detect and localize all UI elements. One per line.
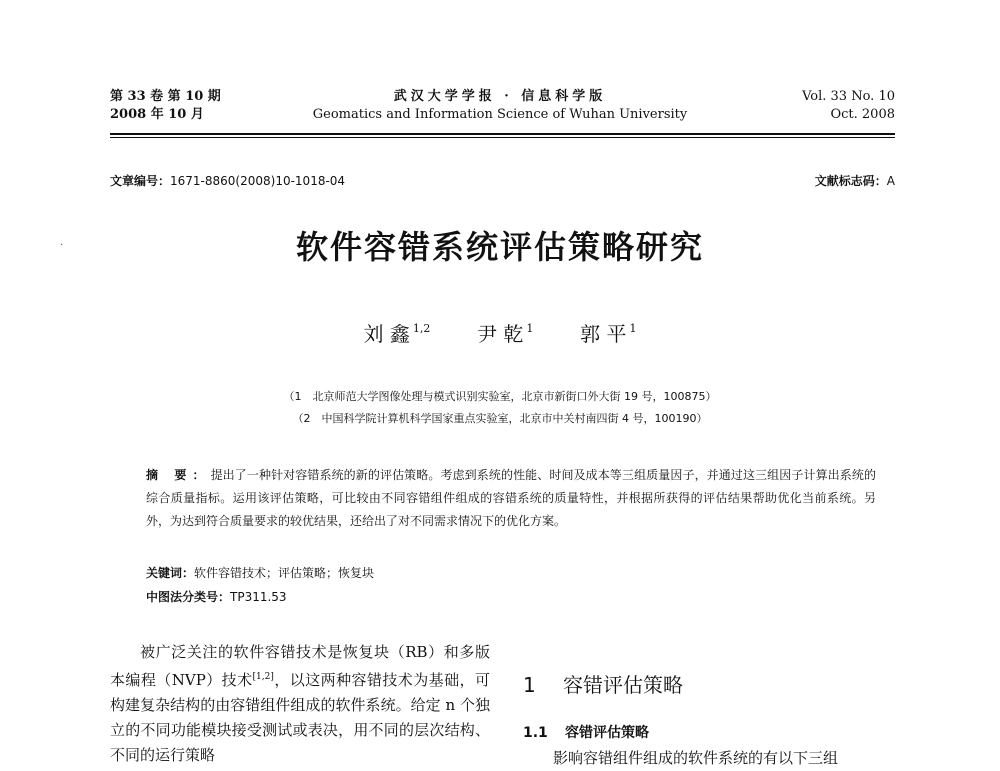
author-affiliation-mark: 1,2 [412, 322, 431, 335]
header-rule-thick [110, 133, 895, 135]
section-paragraph: 影响容错组件组成的软件系统的有以下三组 [553, 749, 839, 767]
journal-name-cn: 武汉大学学报 · 信息科学版 [393, 89, 607, 104]
journal-issue-info [110, 88, 221, 124]
keywords-label: 关键词： [146, 566, 195, 580]
abstract [146, 464, 876, 533]
abstract-label: 摘 要： [146, 468, 211, 482]
classification-number [146, 588, 287, 605]
paper-title: 软件容错系统评估策略研究 [295, 228, 704, 266]
abstract-text: 提出了一种针对容错系统的新的评估策略。考虑到系统的性能、时间及成本等三组质量因子，并通过这三组因子计算出系统的综合质量指标。运用该评估策略，可比较由不同容错组件组成的容错系统的质量特性，并根据所获得的评估结果帮助优化当前系统。另外，为达到符合质量要求的较优结果，还给出了对不同需求情况下的优化方案。 [146, 468, 876, 528]
subsection-heading [523, 722, 649, 742]
subsection-number: 1.1 [523, 725, 548, 741]
citation: [1,2] [252, 672, 274, 682]
document-code-value: A [886, 174, 895, 188]
journal-volume-en [802, 88, 895, 124]
affiliation-1: （1 北京师范大学图像处理与模式识别实验室，北京市新街口外大街 19 号，100875） [283, 390, 717, 403]
intro-paragraph [110, 640, 490, 768]
section-heading [523, 669, 683, 698]
article-number-value: 1671-8860(2008)10-1018-04 [170, 174, 346, 188]
publication-date-cn: 2008 年 10 月 [110, 107, 204, 122]
intro-text-a: 被广泛关注的软件容错技术是恢复块（RB）和多版本编程（NVP）技术 [110, 643, 490, 689]
volume-issue: 第 33 卷 第 10 期 [110, 89, 221, 104]
classification-label: 中图法分类号： [146, 590, 231, 604]
intro-text-b: ，以这两种容错技术为基础，可构建复杂结构的由容错组件组成的软件系统。给定 n 个独立的不同功能模块接受测试或表决，用不同的层次结构、不同的运行策略 [110, 671, 490, 764]
keywords [146, 564, 374, 581]
author-name: 刘 鑫 [363, 322, 410, 346]
author-affiliation-mark: 1 [526, 322, 534, 335]
keywords-text: 软件容错技术；评估策略；恢复块 [194, 566, 375, 580]
affiliation-2: （2 中国科学院计算机科学国家重点实验室，北京市中关村南四街 4 号，100190） [292, 412, 708, 425]
classification-value: TP311.53 [230, 590, 287, 604]
document-code-label: 文献标志码： [814, 174, 887, 188]
subsection-title: 容错评估策略 [565, 725, 649, 741]
article-number-label: 文章编号： [110, 174, 171, 188]
scan-mark: · [60, 240, 64, 251]
volume-en: Vol. 33 No. 10 [802, 89, 895, 104]
author-affiliation-mark: 1 [629, 322, 637, 335]
document-code [815, 172, 895, 189]
author-name: 郭 平 [580, 322, 627, 346]
section-number: 1 [523, 673, 536, 697]
journal-name-en: Geomatics and Information Science of Wuhan University [312, 107, 688, 122]
publication-date-en: Oct. 2008 [830, 107, 895, 122]
header-rule-thin [110, 137, 895, 138]
author-name: 尹 乾 [477, 322, 524, 346]
journal-title-block [300, 88, 700, 124]
author-list [0, 318, 1000, 347]
section-title: 容错评估策略 [563, 673, 683, 697]
article-number [110, 172, 345, 189]
